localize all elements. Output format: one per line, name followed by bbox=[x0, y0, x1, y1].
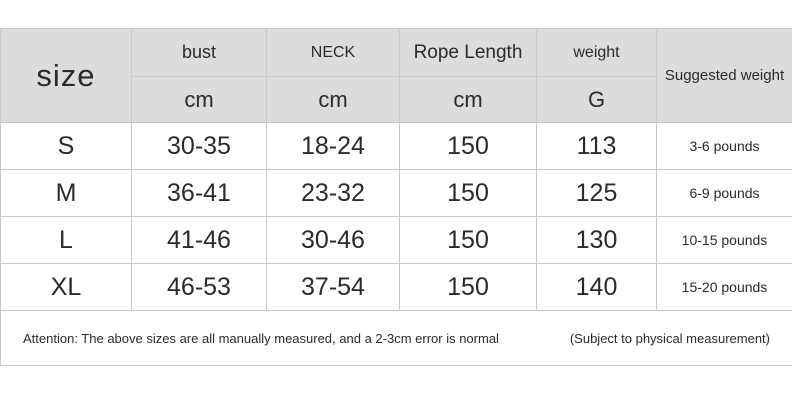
cell-bust: 46-53 bbox=[132, 264, 267, 311]
table-row bbox=[1, 170, 792, 217]
cell-weight: 140 bbox=[537, 264, 657, 311]
cell-suggested: 3-6 pounds bbox=[657, 123, 792, 170]
header-suggested-weight: Suggested weight bbox=[657, 29, 792, 123]
cell-rope: 150 bbox=[400, 170, 537, 217]
cell-size: XL bbox=[1, 264, 132, 311]
cell-rope: 150 bbox=[400, 264, 537, 311]
table-note-row bbox=[1, 311, 792, 366]
unit-bust: cm bbox=[132, 77, 267, 123]
header-rope-length: Rope Length bbox=[400, 29, 537, 77]
table-row bbox=[1, 217, 792, 264]
cell-suggested: 10-15 pounds bbox=[657, 217, 792, 264]
table-row bbox=[1, 123, 792, 170]
cell-weight: 113 bbox=[537, 123, 657, 170]
size-table bbox=[0, 28, 792, 366]
cell-suggested: 15-20 pounds bbox=[657, 264, 792, 311]
cell-size: M bbox=[1, 170, 132, 217]
cell-neck: 37-54 bbox=[267, 264, 400, 311]
cell-size: L bbox=[1, 217, 132, 264]
cell-rope: 150 bbox=[400, 123, 537, 170]
table-header-row-titles bbox=[1, 29, 792, 77]
cell-neck: 23-32 bbox=[267, 170, 400, 217]
header-neck: NECK bbox=[267, 29, 400, 77]
table-row bbox=[1, 264, 792, 311]
unit-rope: cm bbox=[400, 77, 537, 123]
unit-weight: G bbox=[537, 77, 657, 123]
cell-bust: 41-46 bbox=[132, 217, 267, 264]
cell-suggested: 6-9 pounds bbox=[657, 170, 792, 217]
cell-neck: 30-46 bbox=[267, 217, 400, 264]
size-table-container bbox=[0, 28, 792, 376]
note-attention: Attention: The above sizes are all manually measured, and a 2-3cm error is normal bbox=[23, 330, 499, 346]
cell-bust: 30-35 bbox=[132, 123, 267, 170]
cell-neck: 18-24 bbox=[267, 123, 400, 170]
note-subject: (Subject to physical measurement) bbox=[569, 330, 770, 346]
unit-neck: cm bbox=[267, 77, 400, 123]
header-bust: bust bbox=[132, 29, 267, 77]
cell-weight: 125 bbox=[537, 170, 657, 217]
note-cell bbox=[1, 311, 792, 366]
cell-size: S bbox=[1, 123, 132, 170]
header-weight: weight bbox=[537, 29, 657, 77]
cell-rope: 150 bbox=[400, 217, 537, 264]
header-size: size bbox=[1, 29, 132, 123]
cell-weight: 130 bbox=[537, 217, 657, 264]
cell-bust: 36-41 bbox=[132, 170, 267, 217]
